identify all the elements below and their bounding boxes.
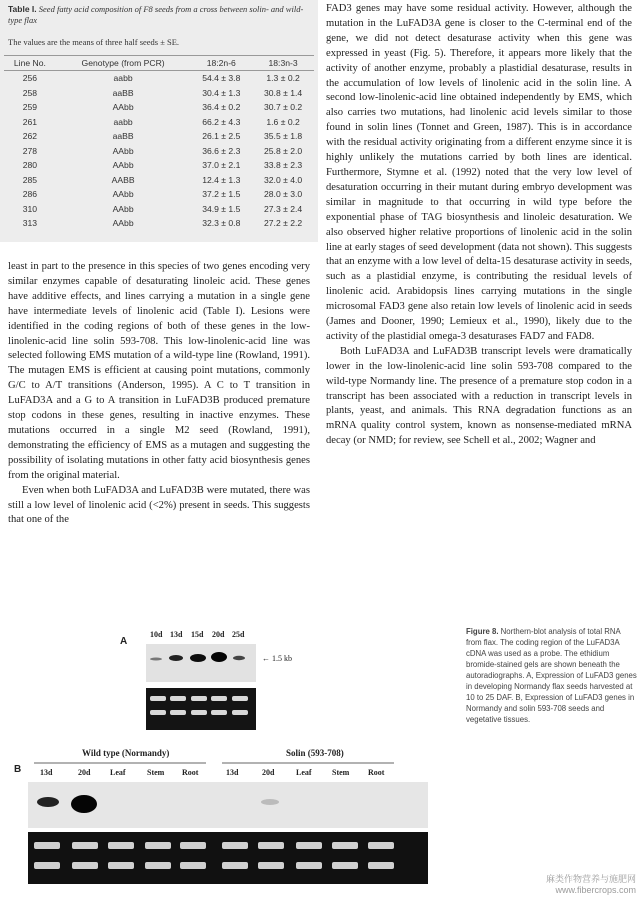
band-10d [150, 658, 162, 661]
panel-a-lane-label: 20d [212, 630, 225, 639]
table-cell: aabb [113, 73, 133, 84]
table-title: Table I. [8, 4, 37, 14]
panel-b-lane-label: Stem [147, 768, 165, 777]
table-cell: AAbb [112, 102, 134, 113]
table-cell: 258 [22, 87, 38, 98]
left-paragraph-1: least in part to the presence in this species of two genes encoding very similar enzymes capable of desaturating linoleic acid. These genes have additive effects, and lines carrying a mutation in a single gene have intermediate levels of linolenic acid (Table I). Lesions were identified in the coding regions of both of these genes in the low-linolenic-acid line solin 593-708. This low-linolenic-acid line was selected following EMS mutation of a wild-type line (Rowland, 1991). The mutagen EMS is efficient at causing point mutations, commonly G/C to A/T transitions (Anderson, 1995). A C to T transition in LuFAD3A and a G to A transition in LuFAD3B produced premature stop codons in these genes, resulting in inactive enzymes. These mutations occurred in a single M2 seed (Rowland, 1991), demonstrating the efficiency of EMS as a mutagen and suggesting the possibility of isolating mutations in other fatty acid biosynthesis genes from the original material. [8, 261, 310, 481]
table-caption [8, 4, 308, 25]
table-cell: 30.4 ± 1.3 [202, 87, 241, 98]
panel-a-gel [146, 688, 256, 730]
band-solin-20d [261, 799, 279, 805]
table-cell: 310 [22, 203, 38, 214]
solin-group-label: Solin (593-708) [286, 748, 344, 758]
table-cell: 259 [22, 102, 38, 113]
table-row [4, 173, 314, 188]
panel-b-lane-label: Leaf [296, 768, 312, 777]
table-caption-text: Seed fatty acid composition of F8 seeds from a cross between solin- and wild-type flax [8, 4, 304, 25]
table-cell: 12.4 ± 1.3 [202, 174, 241, 185]
table-cell: 27.3 ± 2.4 [264, 203, 303, 214]
table-cell: AAbb [112, 160, 134, 171]
band-13d [169, 655, 183, 661]
band-wt-20d [71, 795, 97, 813]
band-15d [190, 654, 206, 662]
left-paragraph-2: Even when both LuFAD3A and LuFAD3B were mutated, there was still a low level of linolenic acid (<2%) present in seeds. This suggests that one of the [8, 484, 310, 526]
table-cell: 262 [22, 131, 38, 142]
panel-b-lane-label: 20d [78, 768, 91, 777]
band-wt-13d [37, 797, 59, 807]
table-cell: 34.9 ± 1.5 [202, 203, 241, 214]
right-paragraph-2: Both LuFAD3A and LuFAD3B transcript levels were dramatically lower in the low-linolenic-acid line solin 593-708 compared to the wild-type Normandy line. The presence of a premature stop codon in a transcript has been associated with a reduction in transcript levels in plants, yeast, and animals. This RNA degradation functions as an mRNA quality control system, known as nonsense-mediated mRNA decay (or NMD; for review, see Schell et al., 2002; Wagner and [326, 345, 632, 447]
table-cell: 32.3 ± 0.8 [202, 218, 241, 229]
panel-a-autoradiograph [146, 644, 256, 682]
figure-caption-title: Figure 8. [466, 627, 499, 636]
table-cell: 27.2 ± 2.2 [264, 218, 303, 229]
table-cell: 36.6 ± 2.3 [202, 145, 241, 156]
table-header-cell: Genotype (from PCR) [56, 56, 191, 71]
right-column [326, 2, 632, 449]
table-header-cell: Line No. [4, 56, 56, 71]
table-cell: 33.8 ± 2.3 [264, 160, 303, 171]
table-cell: aaBB [112, 131, 134, 142]
table-cell: 280 [22, 160, 38, 171]
panel-b-lane-label: Root [182, 768, 199, 777]
size-marker: ← 1.5 kb [262, 654, 292, 663]
table-cell: aabb [113, 116, 133, 127]
figure-caption [466, 626, 638, 725]
panel-b-label: B [14, 764, 22, 775]
panel-a-lane-label: 15d [191, 630, 204, 639]
table-cell: 37.2 ± 1.5 [202, 189, 241, 200]
table-cell: 30.8 ± 1.4 [264, 87, 303, 98]
panel-a-label: A [120, 636, 128, 647]
table-header-cell: 18:3n-3 [252, 56, 314, 71]
table-cell: 54.4 ± 3.8 [202, 73, 241, 84]
table-cell: 35.5 ± 1.8 [264, 131, 303, 142]
table-cell: AAbb [112, 189, 134, 200]
table-cell: aaBB [112, 87, 134, 98]
table-row [4, 202, 314, 217]
panel-a-lane-label: 25d [232, 630, 245, 639]
table-cell: 1.3 ± 0.2 [266, 73, 300, 84]
table-cell: 286 [22, 189, 38, 200]
table-cell: 36.4 ± 0.2 [202, 102, 241, 113]
panel-b-lane-label: Stem [332, 768, 350, 777]
panel-b-lane-label: 20d [262, 768, 275, 777]
table-cell: 26.1 ± 2.5 [202, 131, 241, 142]
table-row [4, 144, 314, 159]
table-row [4, 129, 314, 144]
watermark-line-2: www.fibercrops.com [555, 885, 636, 895]
table-cell: AAbb [112, 145, 134, 156]
table-cell: 261 [22, 116, 38, 127]
table-row [4, 115, 314, 130]
figure-caption-text: Northern-blot analysis of total RNA from flax. The coding region of the LuFAD3A cDNA was used as a probe. The ethidium bromide-stained gels are shown beneath the autoradiographs. A, Expression of LuFAD3 genes in developing Normandy flax seeds harvested at 10 to 25 DAF. B, Expression of LuFAD3 genes in Normandy and solin 593-708 seeds and vegetative tissues. [466, 627, 637, 724]
table-row [4, 187, 314, 202]
table-cell: AAbb [112, 203, 134, 214]
table-cell: 32.0 ± 4.0 [264, 174, 303, 185]
table-cell: 1.6 ± 0.2 [266, 116, 300, 127]
table-cell: 278 [22, 145, 38, 156]
panel-b-gel [28, 832, 428, 884]
table-note: The values are the means of three half seeds ± SE. [8, 37, 180, 47]
band-20d [211, 652, 227, 662]
table-row [4, 86, 314, 101]
table-cell: 28.0 ± 3.0 [264, 189, 303, 200]
fatty-acid-table [4, 55, 314, 231]
table-cell: 285 [22, 174, 38, 185]
panel-b-lane-label: Leaf [110, 768, 126, 777]
watermark-line-1: 麻类作物营养与施肥网 [545, 874, 636, 884]
right-paragraph-1: FAD3 genes may have some residual activity. However, although the mutation in the LuFAD3A gene is closer to the C-terminal end of the gene, we did not detect desaturase activity when this gene was expressed in yeast (Fig. 5). Therefore, it appears more likely that the activity of another enzyme, probably a plastidial desaturase, results in the accumulation of low levels of linolenic acid in the solin line. A second low-linolenic-acid line obtained independently by EMS, which also carries two mutations, had linolenic acid levels similar to those found in solin lines (Tonnet and Green, 1987). This is in accordance with the residual activity originating from a different enzyme since it is highly unlikely the mutations carried by both lines are identical. Furthermore, Stymne et al. (1992) noted that the very low level of desaturation occurring in their mutant during embryo development was similar in magnitude to that occurring in wild type before the exponential phase of TAG biosynthesis and linoleic desaturation. We also observed higher relative proportions of linolenic acid in the solin line at early stages of seed development (data not shown). This suggests that an enzyme with a low level of delta-15 desaturase activity in seeds, such as a plastidial enzyme, is contributing the residual levels of linolenic acid. Arabidopsis lines carrying mutations in the single microsomal FAD3 gene also retain low levels of linolenic acid in seeds (James and Dooner, 1990; Lemieux et al., 1990), likely due to the activity of the plastidial omega-3 desaturases FAD7 and FAD8. [326, 3, 632, 342]
table-cell: 256 [22, 73, 38, 84]
table-cell: 25.8 ± 2.0 [264, 145, 303, 156]
table-row [4, 158, 314, 173]
table-cell: AABB [111, 174, 135, 185]
table-cell: 313 [22, 218, 38, 229]
panel-a-lane-label: 13d [170, 630, 183, 639]
table-cell: 30.7 ± 0.2 [264, 102, 303, 113]
table-header-cell: 18:2n-6 [190, 56, 252, 71]
panel-b-lane-label: Root [368, 768, 385, 777]
table-row [4, 100, 314, 115]
band-25d [233, 656, 245, 660]
table-row [4, 216, 314, 231]
table-cell: AAbb [112, 218, 134, 229]
table-row [4, 71, 314, 86]
panel-a-lane-label: 10d [150, 630, 163, 639]
panel-b-lane-label: 13d [40, 768, 53, 777]
table-panel [0, 0, 318, 242]
panel-b-lane-label: 13d [226, 768, 239, 777]
table-cell: 66.2 ± 4.3 [202, 116, 241, 127]
wild-type-group-label: Wild type (Normandy) [82, 748, 170, 758]
table-cell: 37.0 ± 2.1 [202, 160, 241, 171]
left-column [8, 260, 310, 528]
